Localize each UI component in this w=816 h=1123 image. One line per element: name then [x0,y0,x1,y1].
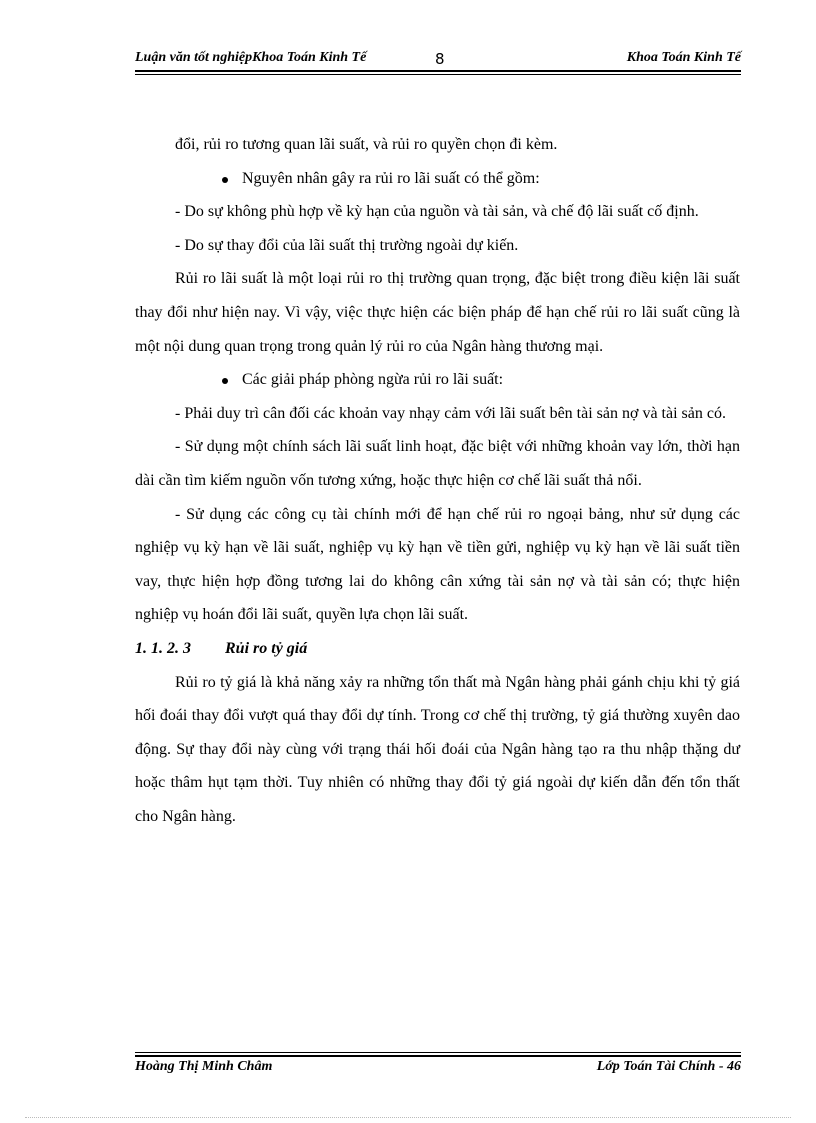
header-rule-thick [135,70,741,72]
list-item: - Phải duy trì cân đối các khoản vay nhạy cảm với lãi suất bên tài sản nợ và tài sản có. [175,404,726,422]
footer-rule-thin [135,1052,741,1053]
section-heading [135,632,740,666]
paragraph: Rủi ro tỷ giá là khả năng xảy ra những tổn thất mà Ngân hàng phải gánh chịu khi tỷ giá hối đoái thay đổi vượt quá thay đổi dự tính. Trong cơ chế thị trường, tỷ giá thường xuyên dao động. Sự thay đổi này cùng với trạng thái hối đoái của Ngân hàng tạo ra thu nhập thặng dư hoặc thâm hụt tạm thời. Tuy nhiên có những thay đổi tỷ giá ngoài dự kiến dẫn đến tổn thất cho Ngân hàng. [135,673,740,825]
footer-class: Lớp Toán Tài Chính - 46 [596,1059,741,1074]
list-item: - Do sự không phù hợp về kỳ hạn của nguồn và tài sản, và chế độ lãi suất cố định. [175,203,699,221]
list-item: - Sử dụng một chính sách lãi suất linh hoạt, đặc biệt với những khoản vay lớn, thời hạn dài cần tìm kiếm nguồn vốn tương xứng, hoặc thực hiện cơ chế lãi suất thả nổi. [135,438,740,489]
page-edge-divider [25,1117,791,1118]
section-heading-title: Rủi ro tỷ giá [225,639,308,657]
list-item: - Do sự thay đổi của lãi suất thị trường ngoài dự kiến. [175,236,519,254]
paragraph: Rủi ro lãi suất là một loại rủi ro thị trường quan trọng, đặc biệt trong điều kiện lãi suất thay đổi như hiện nay. Vì vậy, việc thực hiện các biện pháp để hạn chế rủi ro lãi suất cũng là một nội dung quan trọng trong quản lý rủi ro của Ngân hàng thương mại. [135,270,740,355]
bullet-causes-text: Nguyên nhân gây ra rủi ro lãi suất có thể gồm: [242,169,540,187]
header-page-number: 8 [435,50,445,68]
footer-author: Hoàng Thị Minh Châm [135,1059,273,1074]
page-header [135,46,741,72]
bullet-dot-icon [222,177,228,183]
header-left-text: Luận văn tốt nghiệpKhoa Toán Kinh Tế [135,50,367,65]
page-footer [135,1056,741,1078]
bullet-causes [135,162,740,196]
list-item: - Sử dụng các công cụ tài chính mới để hạn chế rủi ro ngoại bảng, như sử dụng các nghiệp vụ kỳ hạn về lãi suất, nghiệp vụ kỳ hạn về tiền gửi, nghiệp vụ kỳ hạn về lãi suất tiền vay, thực hiện hợp đồng tương lai do không cân xứng tài sản nợ và tài sản có; thực hiện nghiệp vụ hoán đổi lãi suất, quyền lựa chọn lãi suất. [135,505,740,624]
document-body [135,128,740,833]
continuation-line: đổi, rủi ro tương quan lãi suất, và rủi ro quyền chọn đi kèm. [175,136,558,153]
header-right-text: Khoa Toán Kinh Tế [626,50,741,65]
bullet-solutions-text: Các giải pháp phòng ngừa rủi ro lãi suất: [242,371,504,389]
section-heading-number: 1. 1. 2. 3 [135,639,191,657]
header-rule-thin [135,74,741,75]
bullet-solutions [135,363,740,397]
